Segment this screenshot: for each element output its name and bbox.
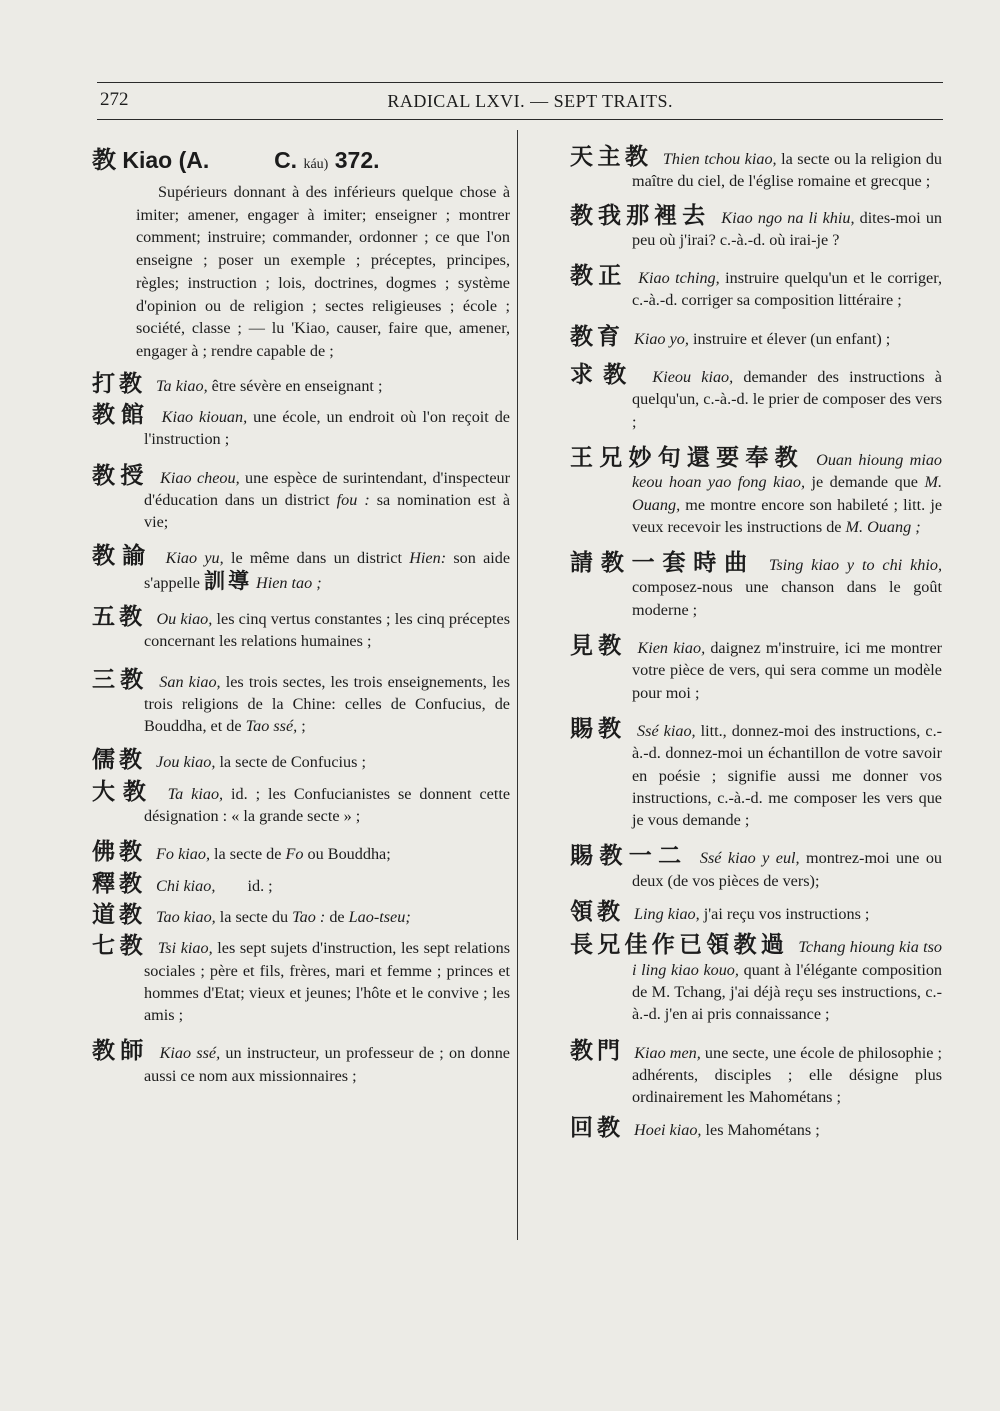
column-divider — [517, 130, 518, 1240]
entry-gloss: quant à l'élégante composition de M. Tchang, j'ai déjà reçu ses instructions, c.-à.-d. j'en ai pris connaissance ; — [632, 960, 943, 1024]
entry-romanization: Tao kiao, — [156, 907, 216, 926]
entry-hanzi: 七教 — [92, 933, 148, 960]
entry-hanzi: 賜教 — [570, 715, 626, 742]
entry-romanization: Ou kiao, — [156, 610, 213, 628]
entry-romanization: Kieou kiao, — [652, 368, 734, 387]
entry-hanzi: 見教 — [570, 633, 627, 660]
entry-gloss: daignez m'instruire, ici me montrer votre pièce de vers, qui sera comme un modèle pour moi ; — [632, 639, 943, 702]
entry-tchang-hioung — [570, 934, 942, 1025]
entry-kieou-kiao — [570, 364, 942, 433]
entry-romanization: Ssé kiao y eul, — [699, 849, 800, 868]
entry-gloss: les cinq vertus constantes ; les cinq préceptes concernant les relations humaines ; — [144, 610, 511, 651]
entry-gloss: une secte, une école de philosophie ; adhérents, disciples ; elle désigne plus ordinairement les Mahométans ; — [632, 1043, 943, 1107]
entry-ou-kiao — [92, 606, 510, 653]
entry-gloss: les trois sectes, les trois enseignements, les trois religions de la Chine: celles de Confucius, de Bouddha, et de — [144, 672, 511, 736]
headword-c-reading: káu) — [303, 157, 329, 172]
entry-hanzi: 五教 — [92, 604, 147, 630]
entry-gloss: demander des instructions à quelqu'un, c.-à.-d. le prier de composer des vers ; — [632, 368, 942, 431]
entry-ta-kiao-2 — [92, 778, 511, 828]
entry-gloss: une école, un endroit où l'on reçoit de l'instruction ; — [144, 407, 510, 449]
entry-gloss: les Mahométans ; — [705, 1121, 820, 1140]
entry-romanization: Thien tchou kiao, — [662, 150, 777, 168]
entry-romanization: Ling kiao, — [634, 905, 700, 924]
entry-romanization: Kiao tching, — [638, 269, 720, 288]
entry-gloss-cont: son aide s'appelle — [144, 549, 511, 592]
entry-romanization: Ssé kiao, — [637, 721, 696, 740]
entry-san-kiao — [92, 666, 511, 738]
entry-kiao-ngo-na-li-khiu — [570, 202, 943, 252]
entry-tao-kiao — [92, 901, 510, 928]
entry-hanzi: 打教 — [92, 370, 146, 397]
entry-gloss: instruire et élever (un enfant) ; — [692, 329, 891, 348]
entry-gloss: un instructeur, un professeur de ; on donne aussi ce nom aux missionnaires ; — [144, 1044, 510, 1085]
entry-romanization-inline: Fo — [285, 845, 304, 864]
headword-number: 372. — [334, 147, 380, 173]
headword-text: Kiao (A. — [122, 147, 210, 173]
entry-gloss: composez-nous une chanson dans le goût moderne ; — [632, 578, 942, 619]
entry-hanzi: 領教 — [570, 899, 624, 926]
entry-hanzi: 長兄佳作已領教過 — [570, 932, 789, 959]
entry-romanization-inline: fou : — [336, 490, 370, 509]
entry-romanization: Chi kiao, — [156, 876, 216, 895]
entry-gloss: id. ; les Confucianistes se donnent cette désignation : « la grande secte » ; — [144, 784, 511, 826]
entry-gloss: id. ; — [247, 876, 273, 895]
entry-romanization: Kiao ngo na li khiu, — [721, 208, 855, 227]
entry-gloss: instruire quelqu'un et le corriger, c.-à.-d. corriger sa composition littéraire ; — [632, 269, 943, 310]
entry-gloss: les sept sujets d'instruction, les sept relations sociales ; père et fils, frères, mari et femme ; princes et hommes d'Etat; vieux et jeunes; l'hôte et le convive ; les amis ; — [144, 939, 511, 1025]
entry-romanization-inline: M. Ouang, — [632, 473, 943, 514]
entry-hanzi: 賜教一二 — [570, 843, 688, 870]
entry-romanization: Kiao yo, — [634, 329, 689, 348]
entry-romanization: Tsing kiao y to chi khio, — [768, 556, 942, 575]
entry-kiao-men — [570, 1037, 943, 1109]
entry-romanization: Jou kiao, — [156, 753, 216, 772]
entry-romanization-inline: Tao : — [292, 907, 326, 926]
entry-tsing-kiao — [570, 552, 942, 621]
entry-gloss: montrez-moi une ou deux (de vos pièces de vers); — [632, 849, 943, 890]
headword-definition: Supérieurs donnant à des inférieurs quelque chose à imiter; amener, engager à imiter; enseigner ; montrer comment; instruire; commander, ordonner ; ce que l'on enseigne ; poser un exemple ; préceptes, principes, règles; instruction ; lois, doctrines, dogmes ; système d'opinion ou de religion ; sectes religieuses ; école ; société, classe ; — lu 'Kiao, causer, faire que, amener, engager à ; rendre capable de ; — [136, 183, 510, 360]
entry-hanzi: 教諭 — [92, 543, 153, 570]
entry-hanzi: 教門 — [570, 1037, 625, 1064]
entry-gloss: être sévère en enseignant ; — [211, 376, 383, 395]
entry-gloss: dites-moi un peu où j'irai? c.-à.-d. où irai-je ? — [632, 208, 943, 249]
entry-hanzi: 大教 — [92, 778, 154, 805]
entry-hanzi: 教正 — [570, 263, 627, 290]
entry-romanization: Kiao yu, — [165, 549, 224, 568]
entry-gloss: la secte de Confucius ; — [219, 753, 366, 772]
entry-romanization-inline: Lao-tseu; — [348, 907, 411, 926]
entry-romanization: Kiao cheou, — [160, 468, 240, 487]
entry-gloss: le même dans un district — [230, 549, 402, 568]
headword-c-label: C. — [274, 147, 298, 173]
headword — [92, 140, 510, 175]
entry-gloss: je demande que — [811, 473, 918, 492]
running-title: RADICAL LXVI. — SEPT TRAITS. — [387, 91, 673, 111]
entry-romanization: San kiao, — [159, 672, 221, 691]
entry-gloss: la secte du — [219, 907, 289, 926]
entry-hanzi: 教我那裡去 — [570, 202, 711, 229]
entry-gloss-cont: de — [329, 907, 345, 926]
entry-ling-kiao — [570, 901, 942, 925]
entry-gloss-cont: ou Bouddha; — [307, 845, 391, 864]
entry-chi-kiao — [92, 870, 510, 897]
entry-ouan-hioung — [570, 444, 943, 538]
entry-gloss: litt., donnez-moi des instructions, c.-à.-d. donnez-moi un échantillon de votre savoir en poésie ; signifie aussi me donner vos instructions, c.-à.-d. me composer les vers que je vous demande ; — [632, 721, 943, 830]
entry-sse-kiao-y-eul — [570, 845, 942, 892]
entry-hanzi: 教師 — [92, 1038, 149, 1065]
entry-kiao-tching — [570, 265, 942, 312]
entry-hanzi: 教館 — [92, 401, 150, 428]
entry-gloss: j'ai reçu vos instructions ; — [703, 905, 870, 924]
running-header — [97, 82, 943, 120]
entry-romanization: Kiao ssé, — [159, 1044, 221, 1063]
headword-hanzi: 教 — [92, 146, 116, 174]
entry-romanization: Kiao men, — [634, 1043, 701, 1062]
entry-ta-kiao — [92, 370, 510, 397]
entry-hanzi: 佛教 — [92, 839, 146, 866]
entry-hanzi: 儒教 — [92, 747, 146, 774]
left-column — [92, 140, 510, 1087]
entry-tsi-kiao — [92, 935, 510, 1026]
entry-romanization: Fo kiao, — [156, 845, 210, 864]
entry-hoei-kiao — [570, 1117, 942, 1141]
entry-gloss-cont: me montre encore son habileté ; litt. je veux recevoir les instructions de — [632, 495, 943, 536]
entry-hanzi: 教授 — [92, 462, 149, 489]
entry-romanization: Ta kiao, — [167, 784, 224, 803]
entry-romanization: Hoei kiao, — [634, 1121, 702, 1140]
entry-hanzi: 王兄妙句還要奉教 — [570, 444, 804, 471]
entry-gloss-cont: sa nomination est à vie; — [144, 490, 511, 532]
entry-romanization-inline: M. Ouang ; — [845, 517, 921, 536]
entry-gloss-cont: ; — [301, 717, 306, 736]
entry-romanization: Kiao kiouan, — [161, 407, 248, 426]
entry-gloss: la secte de — [214, 845, 282, 864]
entry-hanzi: 求教 — [570, 362, 637, 389]
entry-kiao-cheou — [92, 462, 511, 534]
right-column — [570, 146, 942, 1142]
entry-fo-kiao — [92, 841, 510, 865]
entry-romanization-inline: Tao ssé, — [245, 717, 298, 736]
entry-romanization: Kien kiao, — [637, 639, 706, 658]
entry-romanization-inline: Hien tao ; — [256, 573, 322, 592]
entry-romanization: Tchang hioung kia tso i ling kiao kouo, — [632, 938, 942, 979]
entry-hanzi: 三教 — [92, 666, 149, 693]
entry-hanzi: 釋教 — [92, 870, 146, 897]
entry-hanzi-inline: 訓導 — [204, 568, 252, 593]
entry-hanzi: 道教 — [92, 901, 146, 928]
entry-hanzi: 請教一套時曲 — [570, 550, 755, 577]
entry-kiao-sse — [92, 1040, 510, 1087]
entry-gloss: la secte ou la religion du maître du ciel, de l'église romaine et grecque ; — [632, 150, 943, 191]
entry-thien-tchou-kiao — [570, 146, 942, 193]
entry-kiao-yu — [92, 545, 510, 594]
entry-romanization-inline: Hien: — [409, 549, 447, 568]
entry-romanization: Ouan hioung miao keou hoan yao fong kiao, — [632, 450, 943, 492]
entry-romanization: Ta kiao, — [156, 376, 208, 395]
entry-kiao-yo — [570, 323, 942, 350]
entry-sse-kiao — [570, 715, 943, 831]
entry-gloss: une espèce de surintendant, d'inspecteur d'éducation dans un district — [144, 468, 510, 509]
entry-kien-kiao — [570, 635, 942, 704]
entry-romanization: Tsi kiao, — [157, 939, 213, 958]
entry-hanzi: 教育 — [570, 323, 624, 350]
entry-hanzi: 回教 — [570, 1115, 624, 1142]
page-number: 272 — [100, 89, 129, 110]
entry-hanzi: 天主教 — [570, 144, 653, 170]
entry-kiao-kiouan — [92, 401, 510, 451]
entry-jou-kiao — [92, 749, 510, 773]
